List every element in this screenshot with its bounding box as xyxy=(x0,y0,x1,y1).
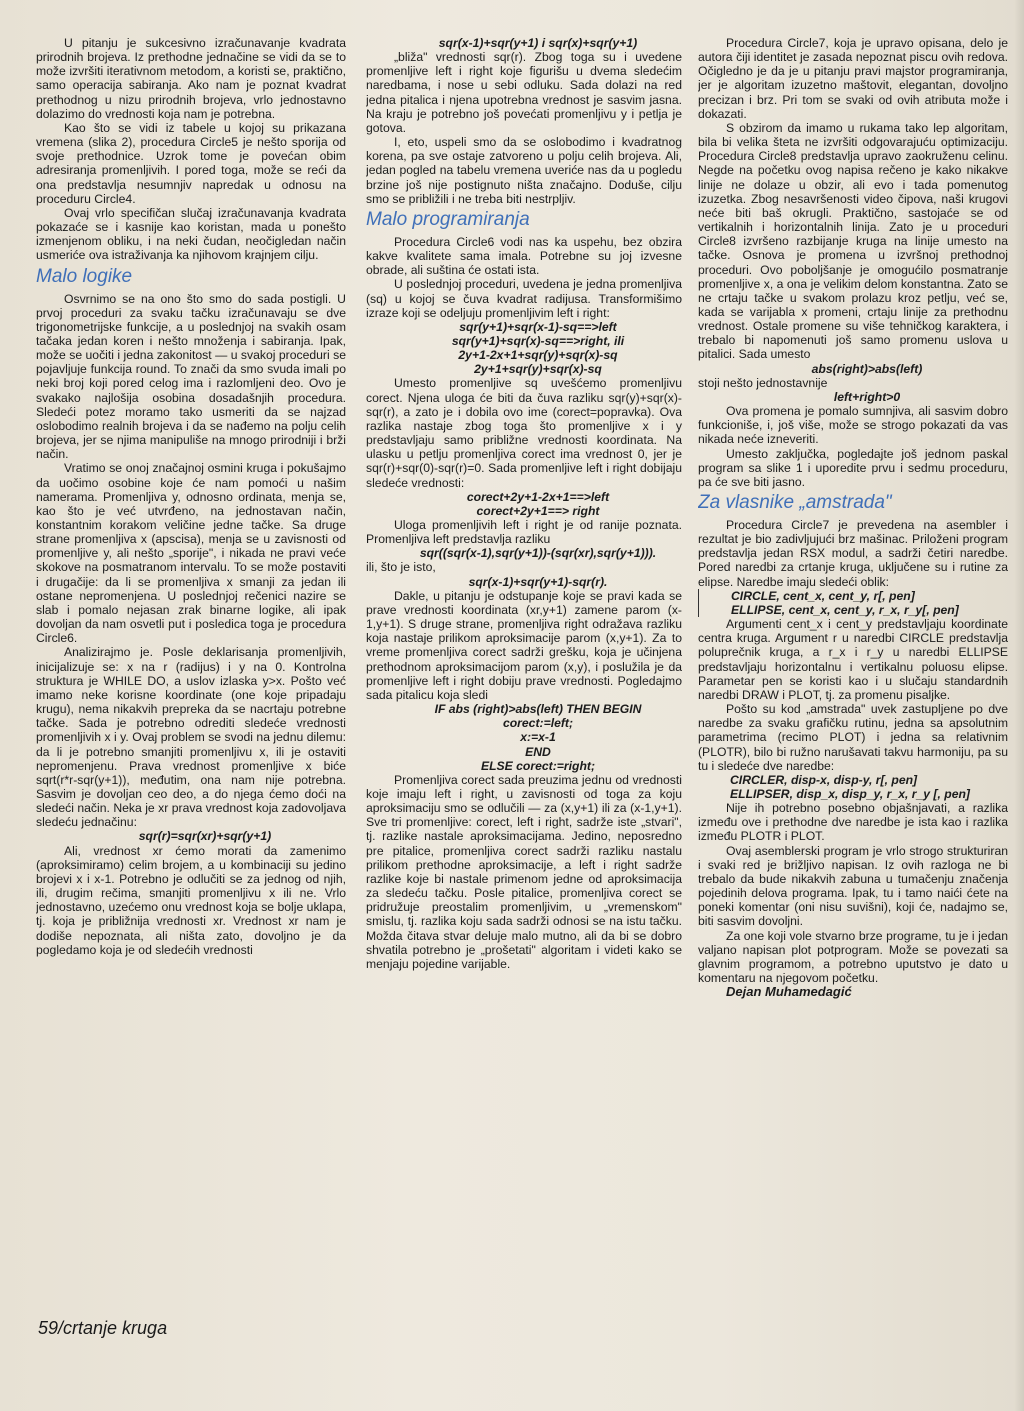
paragraph: Kao što se vidi iz tabele u kojoj su prikazana vremena (slika 2), procedura Circle5 je nešto sporija od svoje prethodnice. Uzrok tome je povećan obim adresiranja promenljivih. I pored toga, može se reći da ona predstavlja nesumnjiv napredak u odnosu na proceduru Circle4. xyxy=(36,120,346,206)
paragraph: „bliža" vrednosti sqr(r). Zbog toga su i uvedene promenljive left i right koje figurišu u dvema sledećim naredbama, i nose u sebi odluku. Sada dolazi na red jedna pitalica i njena upotrebna vrednost je sasvim jasna. Na kraju je potrebno još povećati promenljivu y i petlja je gotova. xyxy=(366,50,682,135)
paragraph: Procedura Circle6 vodi nas ka uspehu, bez obzira kakve kvalitete sama imala. Potrebne su joj izvesne obrade, ali suština će ostati ista. xyxy=(366,234,682,278)
formula: corect+2y+1-2x+1==>left xyxy=(466,489,610,504)
formula: sqr(y+1)+sqr(x-1)-sq==>left xyxy=(459,319,617,334)
paragraph: Vratimo se onoj značajnoj osmini kruga i pokušajmo da uočimo osobine koje će nam pomoći u našim namerama. Promenljiva y, odnosno ordinata, menja se, kao što je već utvrđeno, na jednostavan način, konstantnim korakom veličine jedne tačke. Sa druge strane promenljiva x (apscisa), menja se u zavisnosti od promenljive y, ali nešto „sporije", i nikada ne pravi veće skokove na posmatranom intervalu. To se može postaviti i drugačije: da li se promenljiva x smanji za jedan ili ostane nepromenjena. U poslednjoj rečenici nazire se slab i pomalo nejasan zrak binarne logike, ali ipak dovoljan da nam osvetli put i posledica toga je procedura Circle6. xyxy=(36,461,346,646)
paragraph: Pošto su kod „amstrada" uvek zastupljene po dve naredbe za svaku grafičku rutinu, jedna sa apsolutnim parametrima (recimo PLOT) i jedna sa relativnim (PLOTR), bilo bi ružno narušavati takvu harmoniju, pa su tu i sledeće dve naredbe: xyxy=(698,702,1008,773)
paragraph: Ovaj vrlo specifičan slučaj izračunavanja kvadrata pokazaće se i kasnije kao koristan, mada u ponešto izmenjenom obliku, i na neki čudan, neočigledan način usmeriće ova istraživanja ka njihovom krajnjem cilju. xyxy=(36,205,346,263)
paragraph: Umesto zaključka, pogledajte još jednom paskal program sa slike 1 i uporedite prvu i sedmu proceduru, pa će sve biti jasno. xyxy=(698,446,1008,489)
formula: left+right>0 xyxy=(833,389,901,404)
paragraph: Promenljiva corect sada preuzima jednu od vrednosti koje imaju left i right, u zavisnosti od toga za koju aproksimaciju smo se odlučili — za (x,y+1) ili za (x-1,y+1). Sve tri promenljive: corect, left i right, sadrže iste „stvari", tj. razlike nastale aproksimacijama. Jedino, neposredno pre pitalice, promenljiva corect sadrži razliku nastalu prilikom prethodne aproksimacije, a left i right sadrže razlike koje bi nastale primenom jedne od aproksimacija za sledeću tačku. Posle pitalice, promenljiva corect se pridružuje preostalim promenljivim, u „vremenskom" smislu, tj. razlika koju sada sadrži odnosi se na istu tačku. Možda čitava stvar deluje malo mutno, ali da bi se dobro shvatila potrebno je „prošetati" algoritam i videti kako se menjaju pojedine varijable. xyxy=(366,772,682,971)
code-line: ELLIPSE, cent_x, cent_y, r_x, r_y[, pen] xyxy=(698,603,1008,617)
author-signature: Dejan Muhamedagić xyxy=(726,984,852,1000)
formula: 2y+1+sqr(y)+sqr(x)-sq xyxy=(474,362,602,377)
formula: sqr((sqr(x-1),sqr(y+1))-(sqr(xr),sqr(y+1))). xyxy=(419,546,657,561)
paragraph: Ova promena je pomalo sumnjiva, ali sasvim dobro funkcioniše, i, još više, može se strogo pokazati da vas nikada neće izneveriti. xyxy=(698,404,1008,447)
formula: corect+2y+1==> right xyxy=(476,503,600,518)
code-line: ELSE corect:=right; xyxy=(480,758,596,773)
formula: 2y+1-2x+1+sqr(y)+sqr(x)-sq xyxy=(458,348,618,363)
paragraph: Analizirajmo je. Posle deklarisanja promenljivih, inicijalizuje se: x na r (radijus) i y na 0. Kontrolna struktura je WHILE DO, a uslov izlaska y>x. Pošto već imamo neke korisne koordinate (one koje pripadaju krugu), nema nikakvih prepreka da se nacrtaju potrebne tačke. Sada je potrebno odrediti sledeće vrednosti promenljivih x i y. Ovaj problem se svodi na jednu dilemu: da li je potrebno smanjiti promenljivu x, ili je ostaviti nepromenjenu. Prava vrednost promenljive x biće sqrt(r*r-sqr(y+1)), međutim, ona nam nije potrebna. Sasvim je dovoljan ceo deo, a do njega ćemo doći na sledeći način. Neka je xr prava vrednost koja zadovoljava sledeću jednačinu: xyxy=(36,645,346,830)
section-heading-malo-logike: Malo logike xyxy=(36,265,133,287)
paragraph: Umesto promenljive sq uvešćemo promenljivu corect. Njena uloga će biti da čuva razliku sqr(y)+sqr(x)-sqr(r), a zato je i dobila ovo ime (corect=popravka). Ova razlika nastaje zbog toga što promenljive x i y predstavljaju samo približne vrednosti koordinata. Na ulasku u petlju promenljiva corect ima vrednost 0, jer je sqr(r)+sqr(0)-sqr(r)=0. Sada promenljive left i right dobijaju sledeće vrednosti: xyxy=(366,376,682,490)
code-line: IF abs (right)>abs(left) THEN BEGIN xyxy=(434,702,642,717)
paragraph: U poslednjoj proceduri, uvedena je jedna promenljiva (sq) u kojoj se čuva kvadrat radijusa. Transformišimo izraze koji se odeljuju promenljivim left i right: xyxy=(366,277,682,320)
paragraph: Ovaj asemblerski program je vrlo strogo strukturiran i svaki red je brižljivo napisan. Iz ovih razloga ne bi trebalo da bude nikakvih zabuna u tumačenju značenja pojedinih delova programa. Ipak, tu i tamo naići ćete na poneki komentar (oni nisu suvišni), koji će, nadajmo se, biti sasvim dovoljni. xyxy=(698,843,1008,929)
paragraph: I, eto, uspeli smo da se oslobodimo i kvadratnog korena, pa sve ostaje zatvoreno u polju celih brojeva. Ali, jedan pogled na tabelu vremena uveriće nas da u pogledu brzine još nije postignuto ništa značajno. Doduše, cilju smo se približili i ne treba biti nestrpljiv. xyxy=(366,135,682,206)
formula: abs(right)>abs(left) xyxy=(811,361,923,376)
code-line: x:=x-1 xyxy=(520,730,556,745)
paragraph: stoji nešto jednostavnije xyxy=(698,375,828,390)
formula: sqr(x-1)+sqr(y+1)-sqr(r). xyxy=(468,574,608,589)
paragraph: Za one koji vole stvarno brze programe, tu je i jedan valjano napisan plot potprogram. Može se povezati sa glavnim programom, a potrebno uputstvo je dato u komentaru na njegovom početku. xyxy=(698,928,1008,985)
page-edge-shadow xyxy=(1014,0,1024,1411)
paragraph: Nije ih potrebno posebno objašnjavati, a razlika između ove i prethodne dve naredbe je ista kao i razlika između PLOTR i PLOT. xyxy=(698,801,1008,844)
code-line: END xyxy=(525,744,551,759)
page-footer: 59/crtanje kruga xyxy=(38,1318,168,1338)
section-heading-za-vlasnike-amstrada: Za vlasnike „amstrada" xyxy=(698,492,892,513)
paragraph: Ali, vrednost xr ćemo morati da zamenimo (aproksimiramo) celim brojem, a u kombinaciji su jedino brojevi x i x-1. Potrebno je odlučiti se za jednog od njih, ili, drugim rečima, smanjiti promenljivu x ili ne. Vrlo jednostavno, uzećemo onu vrednost koja se bolje uklapa, tj. koja je približnija vrednosti xr. Vrednost xr nam je dodiše nepoznata, ali ništa zato, dovoljno je da pogledamo koja je od sledećih vrednosti xyxy=(36,843,346,957)
paragraph: Argumenti cent_x i cent_y predstavljaju koordinate centra kruga. Argument r u naredbi CIRCLE predstavlja poluprečnik kruga, a r_x i r_y u naredbi ELLIPSE predstavljaju horizontalnu i vertikalnu poluosu elipse. Parametar pen se koristi kao i u slučaju standardnih naredbi DRAW i PLOT, tj. za promenu pisaljke. xyxy=(698,617,1008,702)
paragraph: U pitanju je sukcesivno izračunavanje kvadrata prirodnih brojeva. Iz prethodne jednačine se vidi da se to može izvršiti iterativnom metodom, a koristi se, praktično, samo operacija sabiranja. Ako nam je poznat kvadrat prethodnog u nizu prirodnih brojeva, vrlo jednostavno dolazimo do vrednosti koja nam je potrebna. xyxy=(36,36,346,121)
paragraph: ili, što je isto, xyxy=(366,560,436,575)
formula: sqr(y+1)+sqr(x)-sq==>right, ili xyxy=(451,333,625,348)
code-line: CIRCLE, cent_x, cent_y, r[, pen] xyxy=(698,589,1008,603)
code-line: corect:=left; xyxy=(502,716,574,731)
column-middle xyxy=(366,36,682,1376)
code-line: CIRCLER, disp-x, disp-y, r[, pen] xyxy=(730,772,918,787)
column-left xyxy=(36,36,346,1326)
paragraph: Dakle, u pitanju je odstupanje koje se pravi kada se prave vrednosti koordinata (xr,y+1) zamene parom (x-1,y+1). S druge strane, promenljiva right odražava razliku koja nastaje prilikom aproksimacije parom (x,y+1). Za to vreme promenljiva corect sadrži grešku, koja je učinjena prethodnom aproksimacijom parom (x,y), i poslužila je da promenljive left i right dobiju prave vrednosti. Pogledajmo sada pitalicu koja sledi xyxy=(366,588,682,702)
section-heading-malo-programiranja: Malo programiranja xyxy=(366,208,530,230)
paragraph: Procedura Circle7, koja je upravo opisana, delo je autora čiji identitet je zasada nepoznat piscu ovih redova. Očigledno je da je u pitanju pravi majstor programiranja, jer je algoritam izuzetno maštovit, elegantan, dovoljno precizan i brz. Pri tom se svaki od ovih atributa može i dokazati. xyxy=(698,36,1008,121)
code-line: ELLIPSER, disp_x, disp_y, r_x, r_y [, pen] xyxy=(730,786,970,801)
formula: sqr(x-1)+sqr(y+1) i sqr(x)+sqr(y+1) xyxy=(438,36,638,50)
paragraph: Uloga promenljivih left i right je od ranije poznata. Promenljiva left predstavlja razliku xyxy=(366,518,682,547)
paragraph: Osvrnimo se na ono što smo do sada postigli. U prvoj proceduri za svaku tačku izračunavaju se dve trigonometrijske funkcije, a u poslednjoj na svakih osam tačaka jedan koren i nešto množenja i sabiranja. Ipak, može se uočiti i jedna zakonitost — u svakoj proceduri se pojavljuje funkcija round. To znači da smo svuda imali po neki broj koji pored celog ima i razlomljeni deo. Ovo je svakako najlošija osobina dosadašnjih procedura. Sledeći potez moramo tako usmeriti da se najzad oslobodimo realnih brojeva i da se nađemo na polju celih brojeva, jer se njima manipuliše na mnogo prirodniji i brži način. xyxy=(36,291,346,462)
paragraph: S obzirom da imamo u rukama tako lep algoritam, bila bi velika šteta ne izvršiti odgovarajuću optimizaciju. Procedura Circle8 predstavlja upravo zaokruženu celinu. Negde na početku ovog napisa rečeno je kako nikakve linije ne dolaze u obzir, ali evo i tada pomenutog izuzetka. Zbog nesavršenosti video čipova, naši krugovi neće biti baš okrugli. Praktično, sastojaće se od vertikalnih i horizontalnih linija. Zato je u proceduri Circle8 izvršeno razbijanje kruga na linije umesto na tačke. Osnova je promena u izvršnoj prethodnoj proceduri. Ovo poboljšanje je omogućilo posmatranje promenljive x, a ona je velikim delom konstantna. Zato se ne crtaju tačke u svakom prolazu kroz petlju, već se, kada se varijabla x promeni, crtaju linije za prethodnu vrednost. Ostale promene su više tehničkog karaktera, i trebalo bi napomenuti još samo promenu uslova u pitalici. Sada umesto xyxy=(698,120,1008,362)
paragraph: Procedura Circle7 je prevedena na asembler i rezultat je bio zadivljujući brz mašinac. Priloženi program predstavlja jedan RSX modul, a sadrži četiri naredbe. Pored naredbi za crtanje kruga, uključene su i rutine za elipse. Naredbe imaju sledeći oblik: xyxy=(698,518,1008,589)
column-right xyxy=(698,36,1008,1376)
formula: sqr(r)=sqr(xr)+sqr(y+1) xyxy=(138,829,272,844)
